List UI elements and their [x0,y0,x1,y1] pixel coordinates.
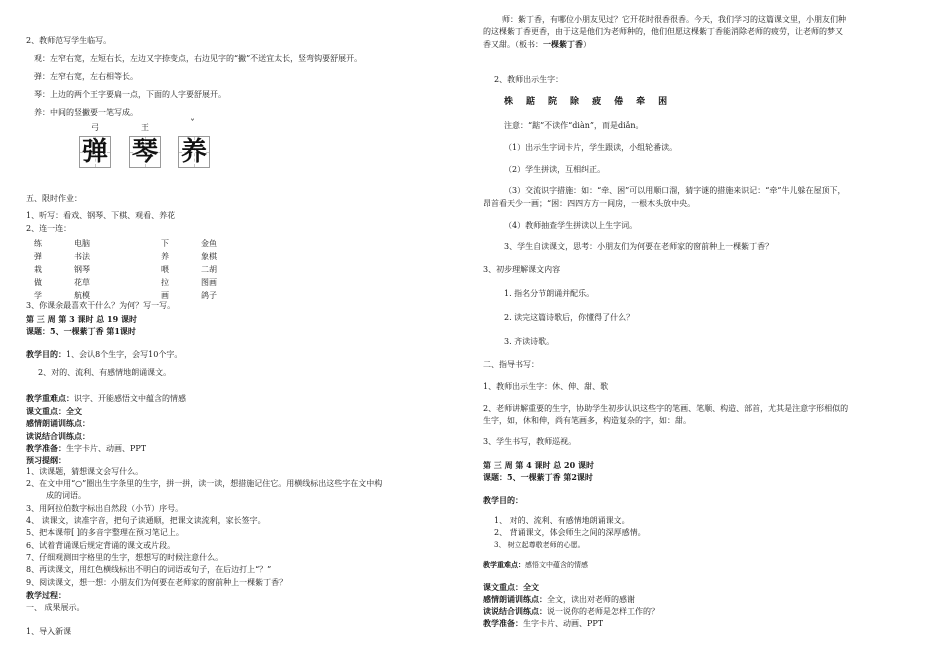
match-cell: 画 [161,291,169,300]
text-line: 9、阅读课文，想一想：小朋友们为何要在老师家的窗前种上一棵紫丁香？ [26,578,288,587]
text-line: 的这棵紫丁香更香，由于这是他们为老师种的，他们但愿这棵紫丁香能消除老师的疲劳，让老师的梦又 [483,27,843,36]
text-line: 2、老师讲解重要的生字，协助学生初步认识这些字的笔画、笔顺、构造、部首，尤其是注意字形相似的 [483,404,849,413]
text-line: 感情朗诵训练点：全文，读出对老师的感谢 [483,594,635,604]
new-char: 困 [658,97,668,107]
text-line: 1、听写：看戏、钢琴、下棋、观看、养花 [26,211,176,220]
match-cell: 学 [34,291,42,300]
text-line: 3. 齐读诗歌。 [504,337,555,346]
match-cell: 象棋 [201,252,217,261]
match-cell: 金鱼 [201,239,217,248]
text-line: 8、再读课文，用红色横线标出不明白的词语或句子，在后边打上“？” [26,565,272,574]
text-line: 3、用阿拉伯数字标出自然段（小节）序号。 [26,504,184,513]
text-line: （2）学生拼读，互相纠正。 [504,165,606,174]
new-char: 牵 [636,97,646,107]
text-line: 1、读课题，猜想课文会写什么。 [26,467,144,476]
text-line: 读说结合训练点： [26,431,90,441]
text-line: 师：紫丁香，有哪位小朋友见过？它开花时很香很香。今天，我们学习的这篇课文里，小朋友们种 [502,15,846,24]
text-line: 生字，如，休和伸，尚有笔画多，构造复杂的字，如：甜。 [483,416,691,425]
text-line: 2、教师出示生字： [494,75,564,84]
text-line: 1、教师出示生字：休、伸、甜、歌 [483,382,609,391]
match-cell: 养 [161,252,169,261]
new-char: 疲 [592,97,602,107]
text-line: 课文重点：全文 [483,582,539,592]
week-header: 第 三 周 第 4 课时 总 20 课时 [483,460,594,470]
text-line: 教学目的：1、会认8个生字，会写10个字。 [26,349,183,359]
text-line: 2、教师范写学生临写。 [26,36,112,45]
match-cell: 二胡 [201,265,217,274]
text-line: 教学准备：生字卡片、动画、PPT [26,443,147,453]
text-line: 预习提纲： [26,455,66,465]
text-line: 2、对的、流利、有感情地朗诵课文。 [38,368,172,377]
radical-hint: ˇ [190,119,195,130]
match-cell: 图画 [201,278,217,287]
radical-hint: 王 [141,123,149,132]
match-cell: 电脑 [74,239,90,248]
text-line: 2、连一连： [26,224,72,233]
match-cell: 弹 [34,252,42,261]
text-line: 课文重点：全文 [26,406,82,416]
text-line: 感情朗诵训练点： [26,418,90,428]
text-line: 2、 背诵课文，体会师生之间的深厚感情。 [494,528,646,537]
match-cell: 下 [161,239,169,248]
text-line: 4、 读课文，读准字音，把句子读通顺，把课文读流利，家长签字。 [26,516,266,525]
new-char: 倦 [614,97,624,107]
text-line: 弹：左窄右宽，左右相等长。 [34,72,138,81]
text-line: 琴：上边的两个王字要扁一点，下面的人字要舒展开。 [34,90,226,99]
text-line: 一、 成果展示。 [26,603,85,612]
match-cell: 练 [34,239,42,248]
text-line: 观：左窄右宽，左短右长，左边又字捺变点，右边见字的“撇”不送宜太长，竖弯钩要舒展开。 [34,54,363,63]
new-char: 院 [548,97,558,107]
text-line: 教学目的： [483,495,523,505]
text-line: 成的词语。 [46,491,86,500]
text-line: 2. 读完这篇诗歌后，你懂得了什么？ [504,313,635,322]
text-line: 1、 对的、流利、有感情地朗诵课文。 [494,516,630,525]
text-line: 3、你课余最喜欢干什么？为何？写一写。 [26,301,176,310]
text-line: 读说结合训练点：说一说你的老师是怎样工作的？ [483,606,659,616]
new-char: 踮 [526,97,536,107]
text-line: 5、把本课带[ ]的多音字整理在预习笔记上。 [26,528,184,537]
text-line: （3）交流识字措施：如：“牵、困”可以用顺口溜，猜字谜的措施来识记：“牵”牛儿躲在屋顶下， [504,186,846,195]
text-line: 2、在文中用“○”圈出生字条里的生字，拼一拼，读一读，想措施记住它。用横线标出这些字在文中构 [26,479,383,488]
section-heading: 五、限时作业： [26,194,82,203]
match-cell: 栽 [34,265,42,274]
text-line: （1）出示生字词卡片，学生跟读，小组轮番读。 [504,143,678,152]
text-line: 教学过程： [26,590,66,600]
text-line: 注意：“踮”不读作“diàn”，而是diǎn。 [504,121,644,130]
text-line: 教学重难点：识字、开能感悟文中蕴含的情感 [26,393,186,403]
match-cell: 航模 [74,291,90,300]
text-line: 1. 指名分节朗诵并配乐。 [504,289,595,298]
text-line: 6、试着背诵课后规定背诵的课文或片段。 [26,541,176,550]
text-line: 3、初步理解课文内容 [483,265,561,274]
match-cell: 钢琴 [74,265,90,274]
radical-hint: 弓 [91,123,99,132]
text-line: 1、导入新课 [26,627,72,636]
practice-grid-char: 弹 [79,136,111,168]
text-line: 7、仔细观测田字格里的生字，想想写的时候注意什么。 [26,553,224,562]
text-line: 教学准备：生字卡片、动画、PPT [483,618,604,628]
text-line: （4）教师抽查学生拼读以上生字词。 [504,221,638,230]
match-cell: 鸽子 [201,291,217,300]
week-header: 第 三 周 第 3 课时 总 19 课时 [26,314,137,324]
lesson-title: 课题：5、一棵紫丁香 第1课时 [26,326,136,336]
new-char: 株 [504,97,514,107]
practice-grid-char: 养 [178,136,210,168]
new-char: 除 [570,97,580,107]
text-line: 3、学生自读课文，思考：小朋友们为何要在老师家的窗前种上一棵紫丁香？ [504,242,774,251]
text-line: 昂首看天少一画；“困：四四方方一间房，一根木头放中央。 [483,199,696,208]
text-line: 教学重难点：感悟文中蕴含的情感 [483,560,588,569]
match-cell: 书法 [74,252,90,261]
text-line: 香又甜。（板书：一棵紫丁香） [483,39,591,49]
match-cell: 喂 [161,265,169,274]
section-heading: 二、指导书写： [483,360,539,369]
match-cell: 花草 [74,278,90,287]
new-character-list [504,97,680,107]
text-line: 3、 树立起尊敬老师的心愿。 [494,541,585,549]
match-cell: 做 [34,278,42,287]
match-cell: 拉 [161,278,169,287]
practice-grid-char: 琴 [129,136,161,168]
text-line: 养：中间的竖撇要一笔写成。 [34,108,138,117]
lesson-title: 课题：5、一棵紫丁香 第2课时 [483,472,593,482]
text-line: 3、学生书写，教师巡视。 [483,437,577,446]
